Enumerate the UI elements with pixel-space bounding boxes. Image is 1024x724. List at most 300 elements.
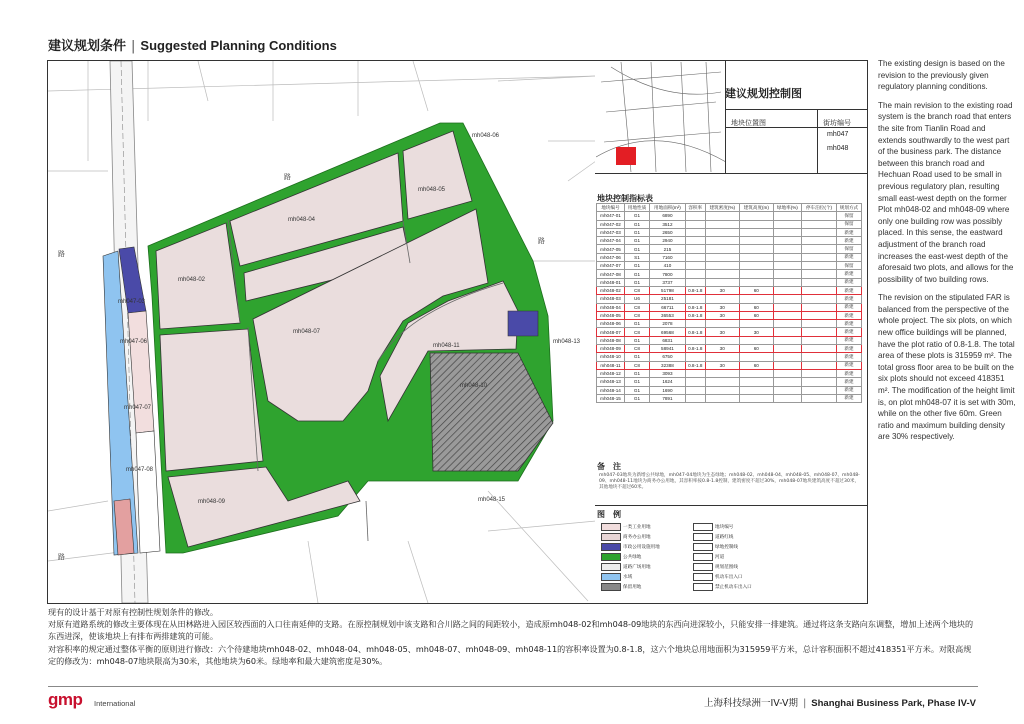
table-cell bbox=[705, 228, 739, 236]
table-cell bbox=[739, 245, 773, 253]
table-cell bbox=[802, 245, 837, 253]
table-cell bbox=[685, 245, 705, 253]
table-cell bbox=[773, 245, 801, 253]
table-cell: 32388 bbox=[650, 361, 686, 369]
table-cell: G1 bbox=[624, 369, 649, 377]
paragraph: 对容积率的规定通过整体平衡的原则进行修改：六个待建地块mh048-02、mh048-04、mh048-05、mh048-07、mh048-09、mh048-11的容积率设置为0.8-1.8，这六个地块总用地面积为315959平方米，总计容积面积不超过418351平方米。对限高规定的修改为：mh048-07地块限高为30米，其他地块为60米。绿地率和最大建筑密度是30%。 bbox=[48, 643, 972, 666]
table-cell: G1 bbox=[624, 228, 649, 236]
table-cell bbox=[705, 237, 739, 245]
table-cell: G1 bbox=[624, 378, 649, 386]
table-cell bbox=[705, 253, 739, 261]
table-cell: 新建 bbox=[836, 353, 861, 361]
table-cell bbox=[739, 212, 773, 220]
table-cell: 新建 bbox=[836, 378, 861, 386]
table-cell: mh048-12 bbox=[597, 369, 625, 377]
table-cell bbox=[739, 353, 773, 361]
title-cn: 建议规划条件 bbox=[48, 39, 127, 54]
table-cell bbox=[685, 336, 705, 344]
legend-label: 水域 bbox=[623, 574, 633, 580]
table-cell bbox=[773, 353, 801, 361]
table-cell: 新建 bbox=[836, 303, 861, 311]
legend-swatch bbox=[693, 523, 713, 531]
table-cell bbox=[773, 212, 801, 220]
table-cell: 新建 bbox=[836, 345, 861, 353]
road-label: 路 bbox=[538, 237, 545, 245]
location-map bbox=[596, 62, 726, 172]
table-cell: mh048-02 bbox=[597, 286, 625, 294]
table-cell: 新建 bbox=[836, 286, 861, 294]
table-row bbox=[597, 237, 862, 245]
table-cell bbox=[739, 295, 773, 303]
table-cell: 新建 bbox=[836, 361, 861, 369]
paragraph: The main revision to the existing road system is the branch road that enters the site from Tianlin Road and extends southwardly to the west part of the business park. The distance between this branch road and Hechuan Road used to be small in previous regulatory plan, resulting small east-west depth on the former Plot mh048-02 and mh048-09 where only one building row was possibly placed. In this sense, the eastward adjustment of the branch road increases the east-west depth of the aforesaid two plots, and allows for the possibility of two building rows. bbox=[878, 100, 1014, 284]
table-cell: 0.8-1.8 bbox=[685, 361, 705, 369]
table-cell bbox=[705, 394, 739, 402]
plot-label: mh048-04 bbox=[288, 217, 316, 223]
table-cell bbox=[802, 303, 837, 311]
table-cell: 新建 bbox=[836, 237, 861, 245]
paragraph: 对原有道路系统的修改主要体现在从田林路进入园区较西面的入口往南延伸的支路。在原控制规划中该支路和合川路之间的间距较小，造成原mh048-02和mh048-09地块的东西向进深较小，只能安排一排建筑。通过将这条支路向东调整，增加上述两个地块的东西进深，使该地块上有排布两排建筑的可能。 bbox=[48, 619, 974, 642]
table-cell: mh048-13 bbox=[597, 378, 625, 386]
table-cell: C8 bbox=[624, 361, 649, 369]
site-plan-drawing bbox=[48, 61, 596, 603]
table-cell: G1 bbox=[624, 353, 649, 361]
table-cell: 60 bbox=[739, 311, 773, 319]
legend-swatch bbox=[601, 583, 621, 591]
table-cell: mh047-04 bbox=[597, 237, 625, 245]
plot-label: mh047-06 bbox=[120, 339, 148, 345]
table-cell bbox=[705, 369, 739, 377]
table-row bbox=[597, 253, 862, 261]
column-header: 绿地率(%) bbox=[773, 204, 801, 212]
column-header: 建筑密度(%) bbox=[705, 204, 739, 212]
table-cell: G1 bbox=[624, 237, 649, 245]
table-row bbox=[597, 295, 862, 303]
legend-label: 公共绿地 bbox=[623, 554, 642, 560]
table-cell: C8 bbox=[624, 311, 649, 319]
table-cell: mh048-01 bbox=[597, 278, 625, 286]
table-cell: G1 bbox=[624, 386, 649, 394]
table-row bbox=[597, 361, 862, 369]
table-cell bbox=[705, 378, 739, 386]
table-cell: 7160 bbox=[650, 253, 686, 261]
table-cell bbox=[802, 386, 837, 394]
table-row bbox=[597, 286, 862, 294]
table-cell: mh048-07 bbox=[597, 328, 625, 336]
table-cell bbox=[685, 278, 705, 286]
table-cell: 69568 bbox=[650, 328, 686, 336]
table-cell: 3512 bbox=[650, 220, 686, 228]
table-cell bbox=[705, 270, 739, 278]
table-cell bbox=[685, 369, 705, 377]
table-cell: G1 bbox=[624, 278, 649, 286]
table-cell bbox=[773, 303, 801, 311]
table-cell: mh048-09 bbox=[597, 345, 625, 353]
legend-swatch bbox=[601, 543, 621, 551]
table-cell bbox=[685, 220, 705, 228]
table-cell bbox=[802, 270, 837, 278]
table-cell: 保留 bbox=[836, 220, 861, 228]
table-row bbox=[597, 245, 862, 253]
table-cell: 30 bbox=[705, 345, 739, 353]
table-cell: 2650 bbox=[650, 228, 686, 236]
table-cell: 新建 bbox=[836, 295, 861, 303]
table-cell bbox=[685, 295, 705, 303]
legend-label: 机动车出入口 bbox=[715, 574, 743, 580]
table-cell bbox=[773, 253, 801, 261]
table-cell bbox=[773, 328, 801, 336]
legend-swatch bbox=[601, 563, 621, 571]
table-cell bbox=[802, 237, 837, 245]
block-code: mh048 bbox=[827, 145, 849, 152]
table-cell bbox=[705, 245, 739, 253]
column-header: 地块编号 bbox=[597, 204, 625, 212]
plot-label: mh048-11 bbox=[433, 343, 460, 349]
table-cell bbox=[773, 378, 801, 386]
table-cell: 51798 bbox=[650, 286, 686, 294]
table-cell bbox=[773, 320, 801, 328]
table-row bbox=[597, 369, 862, 377]
table-cell bbox=[773, 270, 801, 278]
table-cell: 58941 bbox=[650, 345, 686, 353]
table-cell bbox=[705, 278, 739, 286]
table-cell bbox=[802, 336, 837, 344]
plot-label: mh048-10 bbox=[460, 383, 488, 389]
table-cell bbox=[773, 220, 801, 228]
table-cell: 0.8-1.8 bbox=[685, 311, 705, 319]
plot-label: mh048-05 bbox=[418, 187, 446, 193]
footer-separator: | bbox=[803, 698, 807, 709]
table-cell bbox=[739, 378, 773, 386]
table-cell: 1624 bbox=[650, 378, 686, 386]
table-cell: 7891 bbox=[650, 394, 686, 402]
legend-label: 道路红线 bbox=[715, 534, 734, 540]
site-plan-map bbox=[47, 60, 597, 604]
table-cell: 新建 bbox=[836, 320, 861, 328]
table-cell: 30 bbox=[705, 311, 739, 319]
table-cell bbox=[705, 353, 739, 361]
plot-label: mh048-06 bbox=[472, 133, 500, 139]
plot-label: mh048-13 bbox=[553, 339, 581, 345]
table-cell: mh048-11 bbox=[597, 361, 625, 369]
table-cell: 新建 bbox=[836, 228, 861, 236]
column-header: 用地面积(m²) bbox=[650, 204, 686, 212]
table-cell: 3093 bbox=[650, 369, 686, 377]
legend-label: 商务办公用地 bbox=[623, 534, 651, 540]
table-cell bbox=[802, 212, 837, 220]
table-cell: mh048-15 bbox=[597, 394, 625, 402]
plot-label: mh048-15 bbox=[478, 497, 506, 503]
table-cell: 2940 bbox=[650, 237, 686, 245]
table-cell: C8 bbox=[624, 303, 649, 311]
table-cell: 7800 bbox=[650, 270, 686, 278]
table-row bbox=[597, 394, 862, 402]
legend-title: 图 例 bbox=[597, 510, 621, 519]
table-cell: 0.8-1.8 bbox=[685, 345, 705, 353]
table-cell bbox=[802, 328, 837, 336]
table-cell bbox=[685, 237, 705, 245]
table-cell bbox=[773, 262, 801, 270]
table-cell: mh048-06 bbox=[597, 320, 625, 328]
table-row bbox=[597, 220, 862, 228]
plot-label: mh048-07 bbox=[293, 329, 321, 335]
legend-label: 绿地控制线 bbox=[715, 544, 738, 550]
legend-label: 河道 bbox=[715, 554, 725, 560]
paragraph: The existing design is based on the revision to the previously given regulatory planning conditions. bbox=[878, 59, 1005, 92]
page-header bbox=[48, 35, 337, 54]
legend-label: 一类工业用地 bbox=[623, 524, 651, 530]
table-cell bbox=[739, 228, 773, 236]
table-cell bbox=[739, 320, 773, 328]
table-cell bbox=[773, 286, 801, 294]
table-row bbox=[597, 270, 862, 278]
table-cell bbox=[773, 361, 801, 369]
table-cell: 30 bbox=[739, 328, 773, 336]
table-cell bbox=[705, 212, 739, 220]
table-cell: 25181 bbox=[650, 295, 686, 303]
table-cell bbox=[685, 228, 705, 236]
notes-text: mh047-03地块为新增公共绿地，mh047-04地块为生态绿地；mh048-02、mh048-04、mh048-05、mh048-07、mh048-09、mh048-11地块为商务办公用地，其容积率按0.8-1.8控制，建筑密度不超过30%，mh048-07地块建筑高度不超过30米，其他地块不超过60米。 bbox=[599, 473, 860, 491]
legend-label: 规划范围线 bbox=[715, 564, 738, 570]
table-cell: mh048-04 bbox=[597, 303, 625, 311]
panel-title: 建议规划控制图 bbox=[725, 87, 802, 100]
table-cell: G1 bbox=[624, 245, 649, 253]
table-cell: 保留 bbox=[836, 262, 861, 270]
table-cell: C8 bbox=[624, 286, 649, 294]
table-cell: 6890 bbox=[650, 212, 686, 220]
footer-divider bbox=[48, 686, 978, 687]
table-cell bbox=[685, 386, 705, 394]
table-cell: 30 bbox=[705, 286, 739, 294]
table-cell: 新建 bbox=[836, 270, 861, 278]
table-cell bbox=[739, 262, 773, 270]
table-cell: mh047-06 bbox=[597, 253, 625, 261]
table-cell: 0.8-1.8 bbox=[685, 303, 705, 311]
legend-swatch bbox=[693, 583, 713, 591]
table-cell: 60 bbox=[739, 303, 773, 311]
table-cell: mh048-05 bbox=[597, 311, 625, 319]
table-cell bbox=[685, 394, 705, 402]
table-cell bbox=[739, 369, 773, 377]
legend-swatch bbox=[693, 573, 713, 581]
table-cell bbox=[802, 345, 837, 353]
table-cell bbox=[685, 262, 705, 270]
table-cell: G1 bbox=[624, 220, 649, 228]
column-header: 建筑高度(m) bbox=[739, 204, 773, 212]
table-cell bbox=[739, 386, 773, 394]
indicator-table bbox=[596, 203, 862, 403]
table-cell bbox=[739, 253, 773, 261]
legend-swatch bbox=[601, 553, 621, 561]
plot-label: mh047-03 bbox=[118, 299, 146, 305]
table-cell bbox=[802, 278, 837, 286]
legend-swatch bbox=[693, 553, 713, 561]
table-cell bbox=[802, 253, 837, 261]
table-cell bbox=[802, 378, 837, 386]
table-cell bbox=[773, 345, 801, 353]
table-cell bbox=[802, 361, 837, 369]
table-cell: 30 bbox=[705, 361, 739, 369]
table-cell: 0.8-1.8 bbox=[685, 328, 705, 336]
table-cell bbox=[773, 386, 801, 394]
table-cell bbox=[685, 353, 705, 361]
table-cell: mh047-08 bbox=[597, 270, 625, 278]
control-panel bbox=[595, 60, 868, 604]
table-cell bbox=[773, 311, 801, 319]
table-cell bbox=[705, 386, 739, 394]
table-cell: G1 bbox=[624, 336, 649, 344]
legend-swatch bbox=[693, 543, 713, 551]
plot-label: mh048-09 bbox=[198, 499, 226, 505]
table-cell: 新建 bbox=[836, 278, 861, 286]
table-cell bbox=[773, 228, 801, 236]
table-cell: G1 bbox=[624, 262, 649, 270]
table-cell: G1 bbox=[624, 212, 649, 220]
table-cell: 30 bbox=[705, 328, 739, 336]
column-header: 容积率 bbox=[685, 204, 705, 212]
table-cell bbox=[802, 295, 837, 303]
legend-label: 市政公用设施用地 bbox=[623, 544, 660, 550]
table-row bbox=[597, 378, 862, 386]
table-cell: 新建 bbox=[836, 253, 861, 261]
table-cell: 新建 bbox=[836, 328, 861, 336]
plot-label: mh047-07 bbox=[124, 405, 152, 411]
table-cell: 60 bbox=[739, 286, 773, 294]
table-cell bbox=[773, 394, 801, 402]
table-row bbox=[597, 320, 862, 328]
table-cell bbox=[705, 295, 739, 303]
table-cell bbox=[773, 278, 801, 286]
table-cell bbox=[739, 336, 773, 344]
legend-label: 道路广场用地 bbox=[623, 564, 651, 570]
gmp-logo: gmp bbox=[48, 690, 83, 709]
project-cn: 上海科技绿洲一IV-V期 bbox=[703, 698, 799, 709]
table-cell bbox=[802, 286, 837, 294]
notes-title: 备 注 bbox=[597, 462, 621, 471]
table-cell bbox=[739, 237, 773, 245]
table-cell bbox=[705, 320, 739, 328]
table-cell bbox=[802, 311, 837, 319]
table-cell: 新建 bbox=[836, 336, 861, 344]
table-cell: 410 bbox=[650, 262, 686, 270]
table-row bbox=[597, 328, 862, 336]
road-label: 路 bbox=[284, 173, 291, 181]
column-header: 停车泊位(个) bbox=[802, 204, 837, 212]
english-description bbox=[878, 58, 1016, 450]
table-cell bbox=[802, 320, 837, 328]
table-cell bbox=[802, 369, 837, 377]
table-cell: 6831 bbox=[650, 336, 686, 344]
table-cell bbox=[739, 394, 773, 402]
table-cell bbox=[773, 295, 801, 303]
paragraph: The revision on the stipulated FAR is balanced from the perspective of the whole project. The six plots, on which new office buildings will be planned, have the plot ratio of 0.8-1.8. The total area of these plots is 315959 m². The total gross floor area to be built on the six plots should not exceed 418351 m². The modification of the height limit is, on plot mh048-07 it is set with 30m, while on the other five 60m. Green ratio and maximum building density are 30% respectively. bbox=[878, 293, 1016, 442]
table-row bbox=[597, 345, 862, 353]
table-row bbox=[597, 353, 862, 361]
table-cell: 30 bbox=[705, 303, 739, 311]
table-cell bbox=[739, 220, 773, 228]
table-cell: mh047-07 bbox=[597, 262, 625, 270]
code-label: 街坊编号 bbox=[823, 119, 851, 127]
plot-label: mh048-02 bbox=[178, 277, 206, 283]
legend-swatch bbox=[601, 533, 621, 541]
table-cell: mh047-02 bbox=[597, 220, 625, 228]
table-row bbox=[597, 311, 862, 319]
table-cell: mh047-01 bbox=[597, 212, 625, 220]
table-cell bbox=[802, 353, 837, 361]
table-cell bbox=[685, 212, 705, 220]
column-header: 规划方式 bbox=[836, 204, 861, 212]
table-cell: U6 bbox=[624, 295, 649, 303]
chinese-description bbox=[48, 606, 978, 667]
table-cell bbox=[739, 270, 773, 278]
table-cell bbox=[802, 220, 837, 228]
table-cell: 3737 bbox=[650, 278, 686, 286]
table-cell bbox=[685, 320, 705, 328]
table-row bbox=[597, 386, 862, 394]
table-cell bbox=[705, 336, 739, 344]
table-cell: mh047-03 bbox=[597, 228, 625, 236]
table-cell: 保留 bbox=[836, 212, 861, 220]
table-cell: mh048-14 bbox=[597, 386, 625, 394]
table-cell: 66711 bbox=[650, 303, 686, 311]
table-row bbox=[597, 212, 862, 220]
table-cell: G1 bbox=[624, 394, 649, 402]
table-cell: 2078 bbox=[650, 320, 686, 328]
title-separator: | bbox=[131, 39, 136, 54]
table-cell: 新建 bbox=[836, 386, 861, 394]
table-cell: mh048-08 bbox=[597, 336, 625, 344]
legend-swatch bbox=[601, 573, 621, 581]
project-en: Shanghai Business Park, Phase IV-V bbox=[811, 698, 976, 709]
table-cell: 215 bbox=[650, 245, 686, 253]
table-cell: S1 bbox=[624, 253, 649, 261]
table-cell bbox=[773, 336, 801, 344]
legend-swatch bbox=[601, 523, 621, 531]
road-label: 路 bbox=[58, 250, 65, 258]
legend-swatch bbox=[693, 533, 713, 541]
table-row bbox=[597, 336, 862, 344]
table-cell bbox=[685, 270, 705, 278]
table-body bbox=[597, 212, 862, 403]
table-cell: mh047-05 bbox=[597, 245, 625, 253]
legend-label: 禁止机动车出入口 bbox=[715, 584, 752, 590]
legend-label: 地块编号 bbox=[715, 524, 734, 530]
table-cell bbox=[773, 369, 801, 377]
table-cell: mh048-03 bbox=[597, 295, 625, 303]
paragraph: 现有的设计基于对原有控制性规划条件的修改。 bbox=[48, 607, 218, 617]
table-cell bbox=[685, 253, 705, 261]
title-en: Suggested Planning Conditions bbox=[140, 38, 337, 53]
plot-label: mh047-08 bbox=[126, 467, 154, 473]
location-label: 地块位置图 bbox=[731, 119, 766, 127]
table-cell: 6750 bbox=[650, 353, 686, 361]
table-cell: 新建 bbox=[836, 369, 861, 377]
table-cell: G1 bbox=[624, 270, 649, 278]
table-cell: 1690 bbox=[650, 386, 686, 394]
table-header-row bbox=[597, 204, 862, 212]
table-title: 地块控制指标表 bbox=[597, 194, 653, 203]
table-row bbox=[597, 278, 862, 286]
table-cell bbox=[705, 262, 739, 270]
block-code: mh047 bbox=[827, 131, 849, 138]
table-cell: 0.8-1.8 bbox=[685, 286, 705, 294]
table-cell: 保留 bbox=[836, 245, 861, 253]
table-cell bbox=[739, 278, 773, 286]
table-cell: 60 bbox=[739, 361, 773, 369]
table-row bbox=[597, 303, 862, 311]
table-cell bbox=[802, 262, 837, 270]
table-cell bbox=[802, 394, 837, 402]
